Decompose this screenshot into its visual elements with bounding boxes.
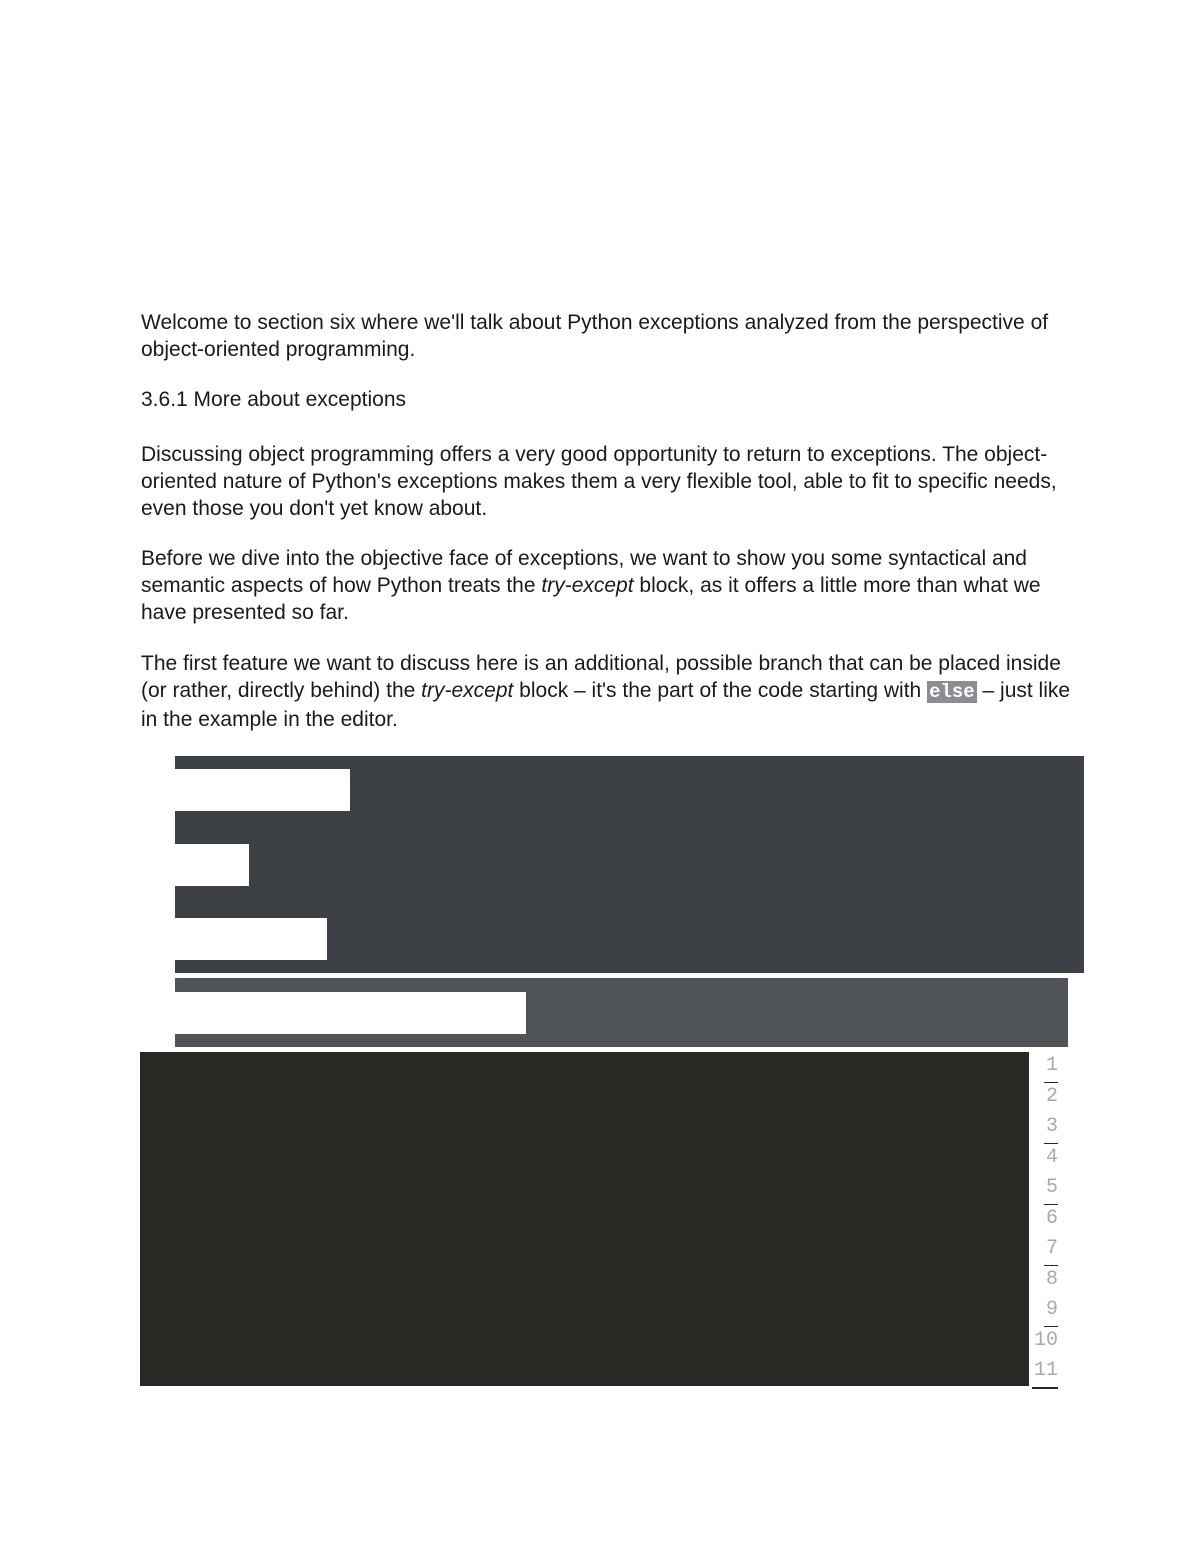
- code-editor[interactable]: [140, 1052, 1058, 1386]
- editor-tab-panel: [175, 978, 1068, 1047]
- line-number: 11: [1032, 1357, 1058, 1389]
- paragraph-else-branch: [141, 650, 1071, 733]
- line-number: 7: [1044, 1235, 1058, 1267]
- editor-tab-placeholder[interactable]: [175, 992, 526, 1034]
- line-number: 3: [1044, 1113, 1058, 1145]
- line-number: 6: [1044, 1205, 1058, 1237]
- line-number: 10: [1032, 1327, 1058, 1359]
- line-number: 5: [1044, 1174, 1058, 1206]
- inline-code-else: else: [929, 681, 975, 703]
- para-2-before: Before we dive into the objective face of exceptions, we want to show you some syntactical and semantic aspects of how Python treats the: [141, 547, 1027, 597]
- toolbar-placeholder-bar[interactable]: [175, 769, 350, 811]
- line-number: 2: [1044, 1083, 1058, 1115]
- toolbar-placeholder-bar[interactable]: [175, 844, 249, 886]
- line-number: 1: [1044, 1052, 1058, 1084]
- intro-paragraph: Welcome to section six where we'll talk about Python exceptions analyzed from the perspective of object-oriented programming.: [141, 311, 1049, 361]
- line-number: 9: [1044, 1296, 1058, 1328]
- line-number: 4: [1044, 1144, 1058, 1176]
- paragraph-try-except: [141, 545, 1071, 626]
- editor-toolbar-panel: [175, 756, 1084, 973]
- para-3-italic-try-except: try-except: [421, 679, 514, 702]
- para-2-italic-try-except: try-except: [541, 574, 634, 597]
- paragraph-exceptions-intro: Discussing object programming offers a very good opportunity to return to exceptions. The object-oriented nature of Python's exceptions makes them a very flexible tool, able to fit to specific needs, even those you don't yet know about.: [141, 443, 1057, 520]
- section-heading: 3.6.1 More about exceptions: [141, 388, 407, 411]
- toolbar-placeholder-bar[interactable]: [175, 918, 327, 960]
- line-number: 8: [1044, 1266, 1058, 1298]
- para-2-after: block, as it offers a little more than what we have presented so far.: [141, 574, 1041, 624]
- line-number-gutter: [1029, 1052, 1058, 1386]
- para-3-part-3: – just like in the example in the editor.: [141, 679, 1071, 731]
- para-3-part-1: The first feature we want to discuss here is an additional, possible branch that can be placed inside (or rather, directly behind) the: [141, 652, 1061, 702]
- para-3-part-2: block – it's the part of the code starting with: [513, 679, 928, 702]
